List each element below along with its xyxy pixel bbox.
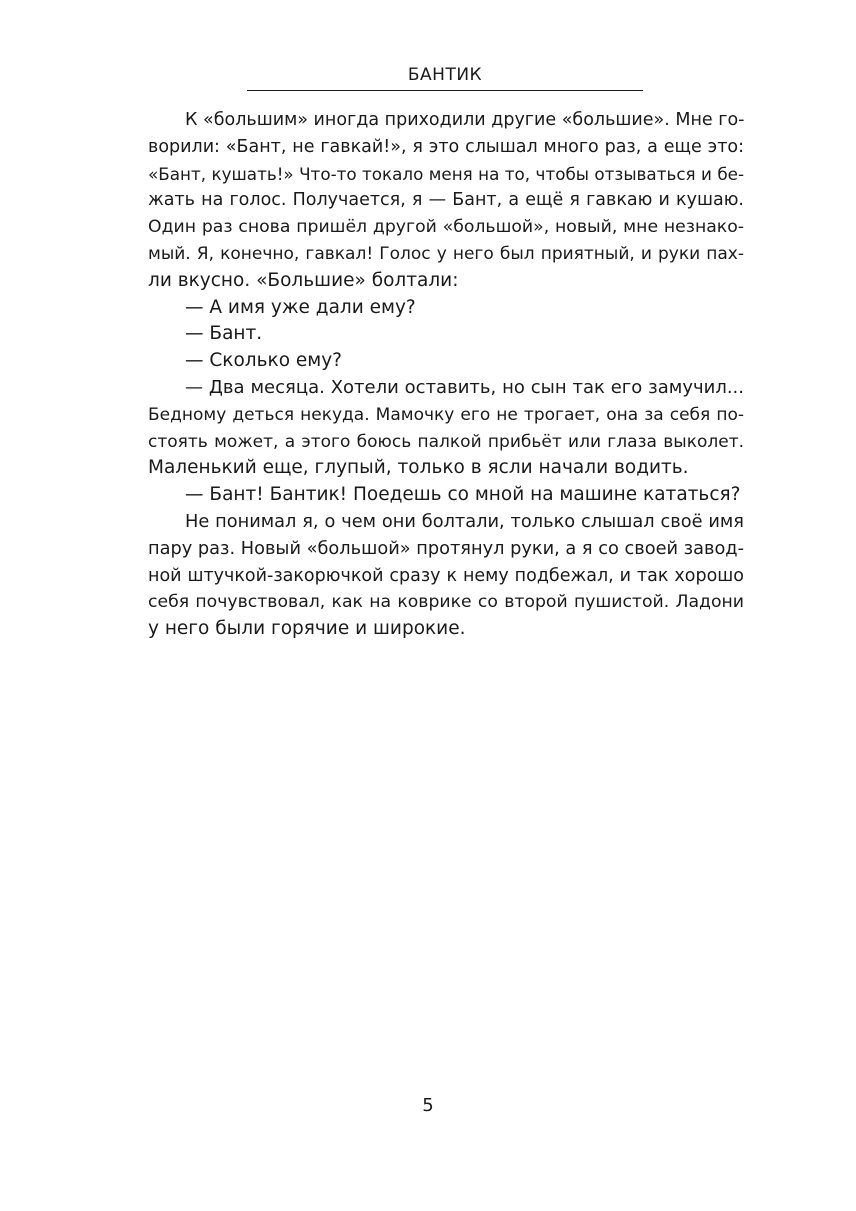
page-number: 5 — [422, 1095, 434, 1116]
text-line: Маленький еще, глупый, только в ясли начали водить. — [148, 457, 689, 479]
text-line: ворили: «Бант, не гавкай!», я это слышал много раз, а еще это: — [148, 136, 744, 157]
text-line: у него были горячие и широкие. — [148, 618, 466, 640]
text-line: К «большим» иногда приходили другие «большие». Мне го- — [185, 110, 745, 130]
dialogue-line: — Два месяца. Хотели оставить, но сын так его замучил... — [185, 376, 744, 398]
dialogue-line: — Бант! Бантик! Поедешь со мной на машине кататься? — [185, 484, 741, 506]
dialogue-line: — А имя уже дали ему? — [185, 296, 416, 318]
page-header — [247, 64, 643, 91]
dialogue-line: — Бант. — [185, 323, 263, 345]
text-line: пару раз. Новый «большой» протянул руки, а я со своей завод- — [148, 538, 744, 559]
text-line: «Бант, кушать!» Что-то токало меня на то, чтобы отзываться и бе- — [148, 163, 744, 184]
text-line: Один раз снова пришёл другой «большой», новый, мне незнако- — [148, 217, 744, 238]
text-line: Бедному деться некуда. Мамочку его не трогает, она за себя по- — [148, 404, 744, 425]
text-line: мый. Я, конечно, гавкал! Голос у него был приятный, и руки пах- — [148, 243, 744, 264]
text-line: Не понимал я, о чем они болтали, только слышал своё имя — [185, 511, 744, 532]
text-line: ли вкусно. «Большие» болтали: — [148, 269, 459, 291]
text-line: ной штучкой-закорючкой сразу к нему подбежал, и так хорошо — [148, 565, 744, 586]
running-title: БАНТИК — [407, 65, 483, 85]
text-line: себя почувствовал, как на коврике со второй пушистой. Ладони — [148, 592, 744, 613]
text-line: стоять может, а этого боюсь палкой прибьёт или глаза выколет. — [148, 431, 744, 452]
body-text — [148, 107, 744, 643]
text-line: жать на голос. Получается, я — Бант, а ещё я гавкаю и кушаю. — [148, 190, 744, 211]
dialogue-line: — Сколько ему? — [185, 350, 342, 372]
header-rule — [247, 90, 643, 91]
